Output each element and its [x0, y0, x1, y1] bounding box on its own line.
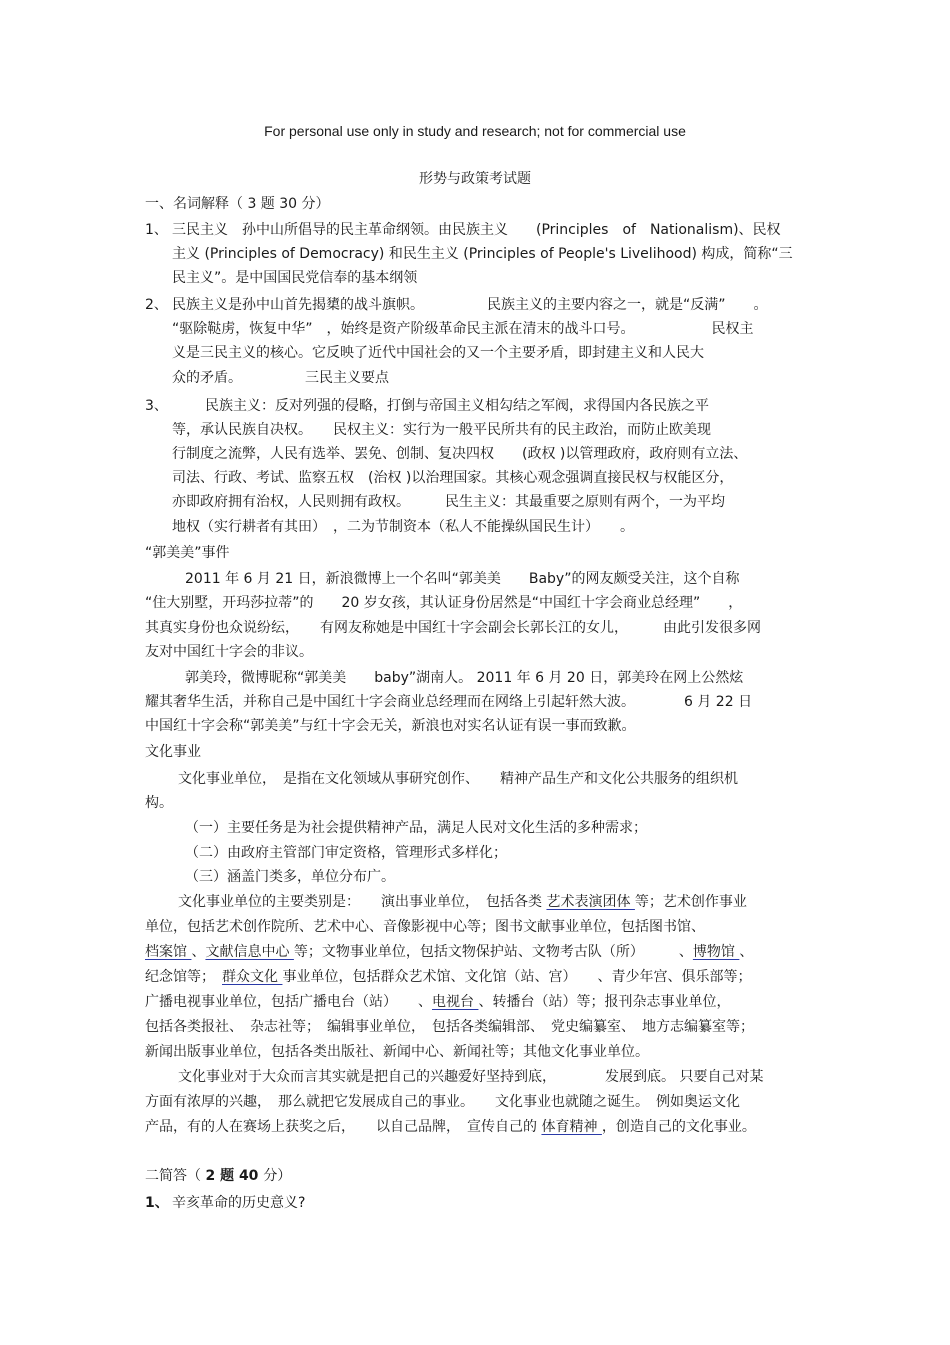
- culture-categories-line: 新闻出版事业单位，包括各类出版社、新闻中心、新闻社等；其他文化事业单位。: [145, 1044, 649, 1060]
- culture-closing-line: 文化事业对于大众而言其实就是把自己的兴趣爱好坚持到底， 发展到底。 只要自己对某: [178, 1069, 764, 1085]
- link-art-performance-groups[interactable]: 艺术表演团体: [546, 894, 635, 910]
- guo-paragraph-line: “住大别墅，开玛莎拉蒂”的 20 岁女孩，其认证身份居然是“中国红十字会商业总经理” ，: [145, 595, 743, 611]
- text-run: 分）: [263, 1168, 292, 1184]
- item-3-line: 等，承认民族自决权。 民权主义：实行为一般平民所共有的民主政治，而防止欧美现: [172, 422, 711, 438]
- text-run: 、: [739, 944, 754, 960]
- link-archives[interactable]: 档案馆: [145, 944, 192, 960]
- usage-notice: For personal use only in study and research; not for commercial use: [264, 123, 686, 139]
- guo-paragraph-line: 中国红十字会称“郭美美”与红十字会无关，新浪也对实名认证有误一事而致歉。: [145, 718, 636, 734]
- item-2-line: 众的矛盾。 三民主义要点: [172, 370, 389, 386]
- text-run: 纪念馆等；: [145, 969, 222, 985]
- text-run: 文化事业单位的主要类别是： 演出事业单位， 包括各类: [178, 894, 547, 910]
- text-run: 广播电视事业单位，包括广播电台（站） 、: [145, 994, 432, 1010]
- culture-categories-line: [145, 942, 753, 962]
- item-3-line: 司法、行政、考试、监察五权 (治权 )以治理国家。其核心观念强调直接民权与权能区分，: [172, 470, 734, 486]
- item-1-line: 民主义”。是中国国民党信奉的基本纲领: [172, 270, 418, 286]
- item-1-line: 主义 (Principles of Democracy) 和民生主义 (Principles of People's Livelihood) 构成，简称“三: [172, 246, 793, 262]
- culture-closing-line: [145, 1117, 756, 1137]
- culture-categories-line: 包括各类报社、 杂志社等； 编辑事业单位， 包括各类编辑部、 党史编纂室、 地方志编纂室等；: [145, 1019, 754, 1035]
- link-mass-culture[interactable]: 群众文化: [222, 969, 283, 985]
- culture-definition-line: 构。: [145, 795, 173, 811]
- culture-closing-line: 方面有浓厚的兴趣， 那么就把它发展成自己的事业。 文化事业也就随之诞生。 例如奥运文化: [145, 1094, 740, 1110]
- item-2-line: 义是三民主义的核心。它反映了近代中国社会的又一个主要矛盾，即封建主义和人民大: [172, 345, 704, 361]
- text-run: ，创造自己的文化事业。: [601, 1119, 756, 1135]
- item-2-line: 民族主义是孙中山首先揭橥的战斗旗帜。 民族主义的主要内容之一，就是“反满” 。: [172, 297, 768, 313]
- section-2-heading: [145, 1166, 291, 1186]
- item-3-number: 3、: [145, 398, 168, 414]
- culture-feature-2: （二）由政府主管部门审定资格，管理形式多样化；: [185, 845, 507, 861]
- guo-paragraph-line: 其真实身份也众说纷纭， 有网友称她是中国红十字会副会长郭长江的女儿， 由此引发很多网: [145, 620, 761, 636]
- culture-feature-3: （三）涵盖门类多，单位分布广。: [185, 869, 395, 885]
- text-run: 2 题 40: [205, 1168, 264, 1184]
- item-3-line: 地权（实行耕者有其田） ，二为节制资本（私人不能操纵国民生计） 。: [172, 519, 634, 535]
- item-2-number: 2、: [145, 297, 168, 313]
- culture-categories-line: 单位，包括艺术创作院所、艺术中心、音像影视中心等；图书文献事业单位，包括图书馆、: [145, 919, 705, 935]
- text-run: 事业单位，包括群众艺术馆、文化馆（站、宫） 、青少年宫、俱乐部等；: [282, 969, 752, 985]
- guo-paragraph-line: 郭美玲，微博昵称“郭美美 baby”湖南人。 2011 年 6 月 20 日，郭美玲在网上公然炫: [185, 670, 744, 686]
- link-tv-station[interactable]: 电视台: [432, 994, 479, 1010]
- item-3-line: 行制度之流弊，人民有选举、罢免、创制、复决四权 (政权 )以管理政府，政府则有立法、: [172, 446, 748, 462]
- guo-paragraph-line: 友对中国红十字会的非议。: [145, 644, 313, 660]
- culture-categories-line: [178, 892, 747, 912]
- culture-heading: 文化事业: [145, 744, 201, 760]
- item-3-line: 亦即政府拥有治权，人民则拥有政权。 民生主义：其最重要之原则有两个，一为平均: [172, 494, 725, 510]
- guo-paragraph-line: 2011 年 6 月 21 日，新浪微博上一个名叫“郭美美 Baby”的网友颇受关注，这个自称: [185, 571, 740, 587]
- text-run: 、: [191, 944, 206, 960]
- culture-categories-line: [145, 992, 730, 1012]
- culture-feature-1: （一）主要任务是为社会提供精神产品，满足人民对文化生活的多种需求；: [185, 820, 647, 836]
- link-museum[interactable]: 博物馆: [692, 944, 740, 960]
- document-title: 形势与政策考试题: [419, 171, 531, 187]
- item-3-line: 民族主义：反对列强的侵略，打倒与帝国主义相勾结之军阀，求得国内各民族之平: [205, 398, 709, 414]
- text-run: 等；艺术创作事业: [634, 894, 747, 910]
- text-run: 等；文物事业单位，包括文物保护站、文物考古队（所） 、: [293, 944, 693, 960]
- item-1-line: 三民主义 孙中山所倡导的民主革命纲领。由民族主义 (Principles of Nationalism)、民权: [172, 222, 781, 238]
- section-1-heading: 一、名词解释（ 3 题 30 分）: [145, 196, 330, 212]
- link-sports-spirit[interactable]: 体育精神: [541, 1119, 602, 1135]
- text-run: 、转播台（站）等；报刊杂志事业单位，: [478, 994, 731, 1010]
- item-1-number: 1、: [145, 222, 168, 238]
- item-2-line: “驱除鞑虏，恢复中华” ，始终是资产阶级革命民主派在清末的战斗口号。 民权主: [172, 321, 754, 337]
- culture-definition-line: 文化事业单位， 是指在文化领域从事研究创作、 精神产品生产和文化公共服务的组织机: [178, 771, 738, 787]
- link-information-center[interactable]: 文献信息中心: [205, 944, 294, 960]
- culture-categories-line: [145, 967, 751, 987]
- text-run: 产品，有的人在赛场上获奖之后， 以自己品牌， 宣传自己的: [145, 1119, 542, 1135]
- guo-paragraph-line: 耀其奢华生活，并称自己是中国红十字会商业总经理而在网络上引起轩然大波。 6 月 22 日: [145, 694, 753, 710]
- text-run: 二简答（: [145, 1168, 206, 1184]
- question-1-number: 1、: [145, 1195, 169, 1211]
- question-1-text: 辛亥革命的历史意义?: [172, 1195, 306, 1211]
- guo-heading: “郭美美”事件: [145, 545, 230, 561]
